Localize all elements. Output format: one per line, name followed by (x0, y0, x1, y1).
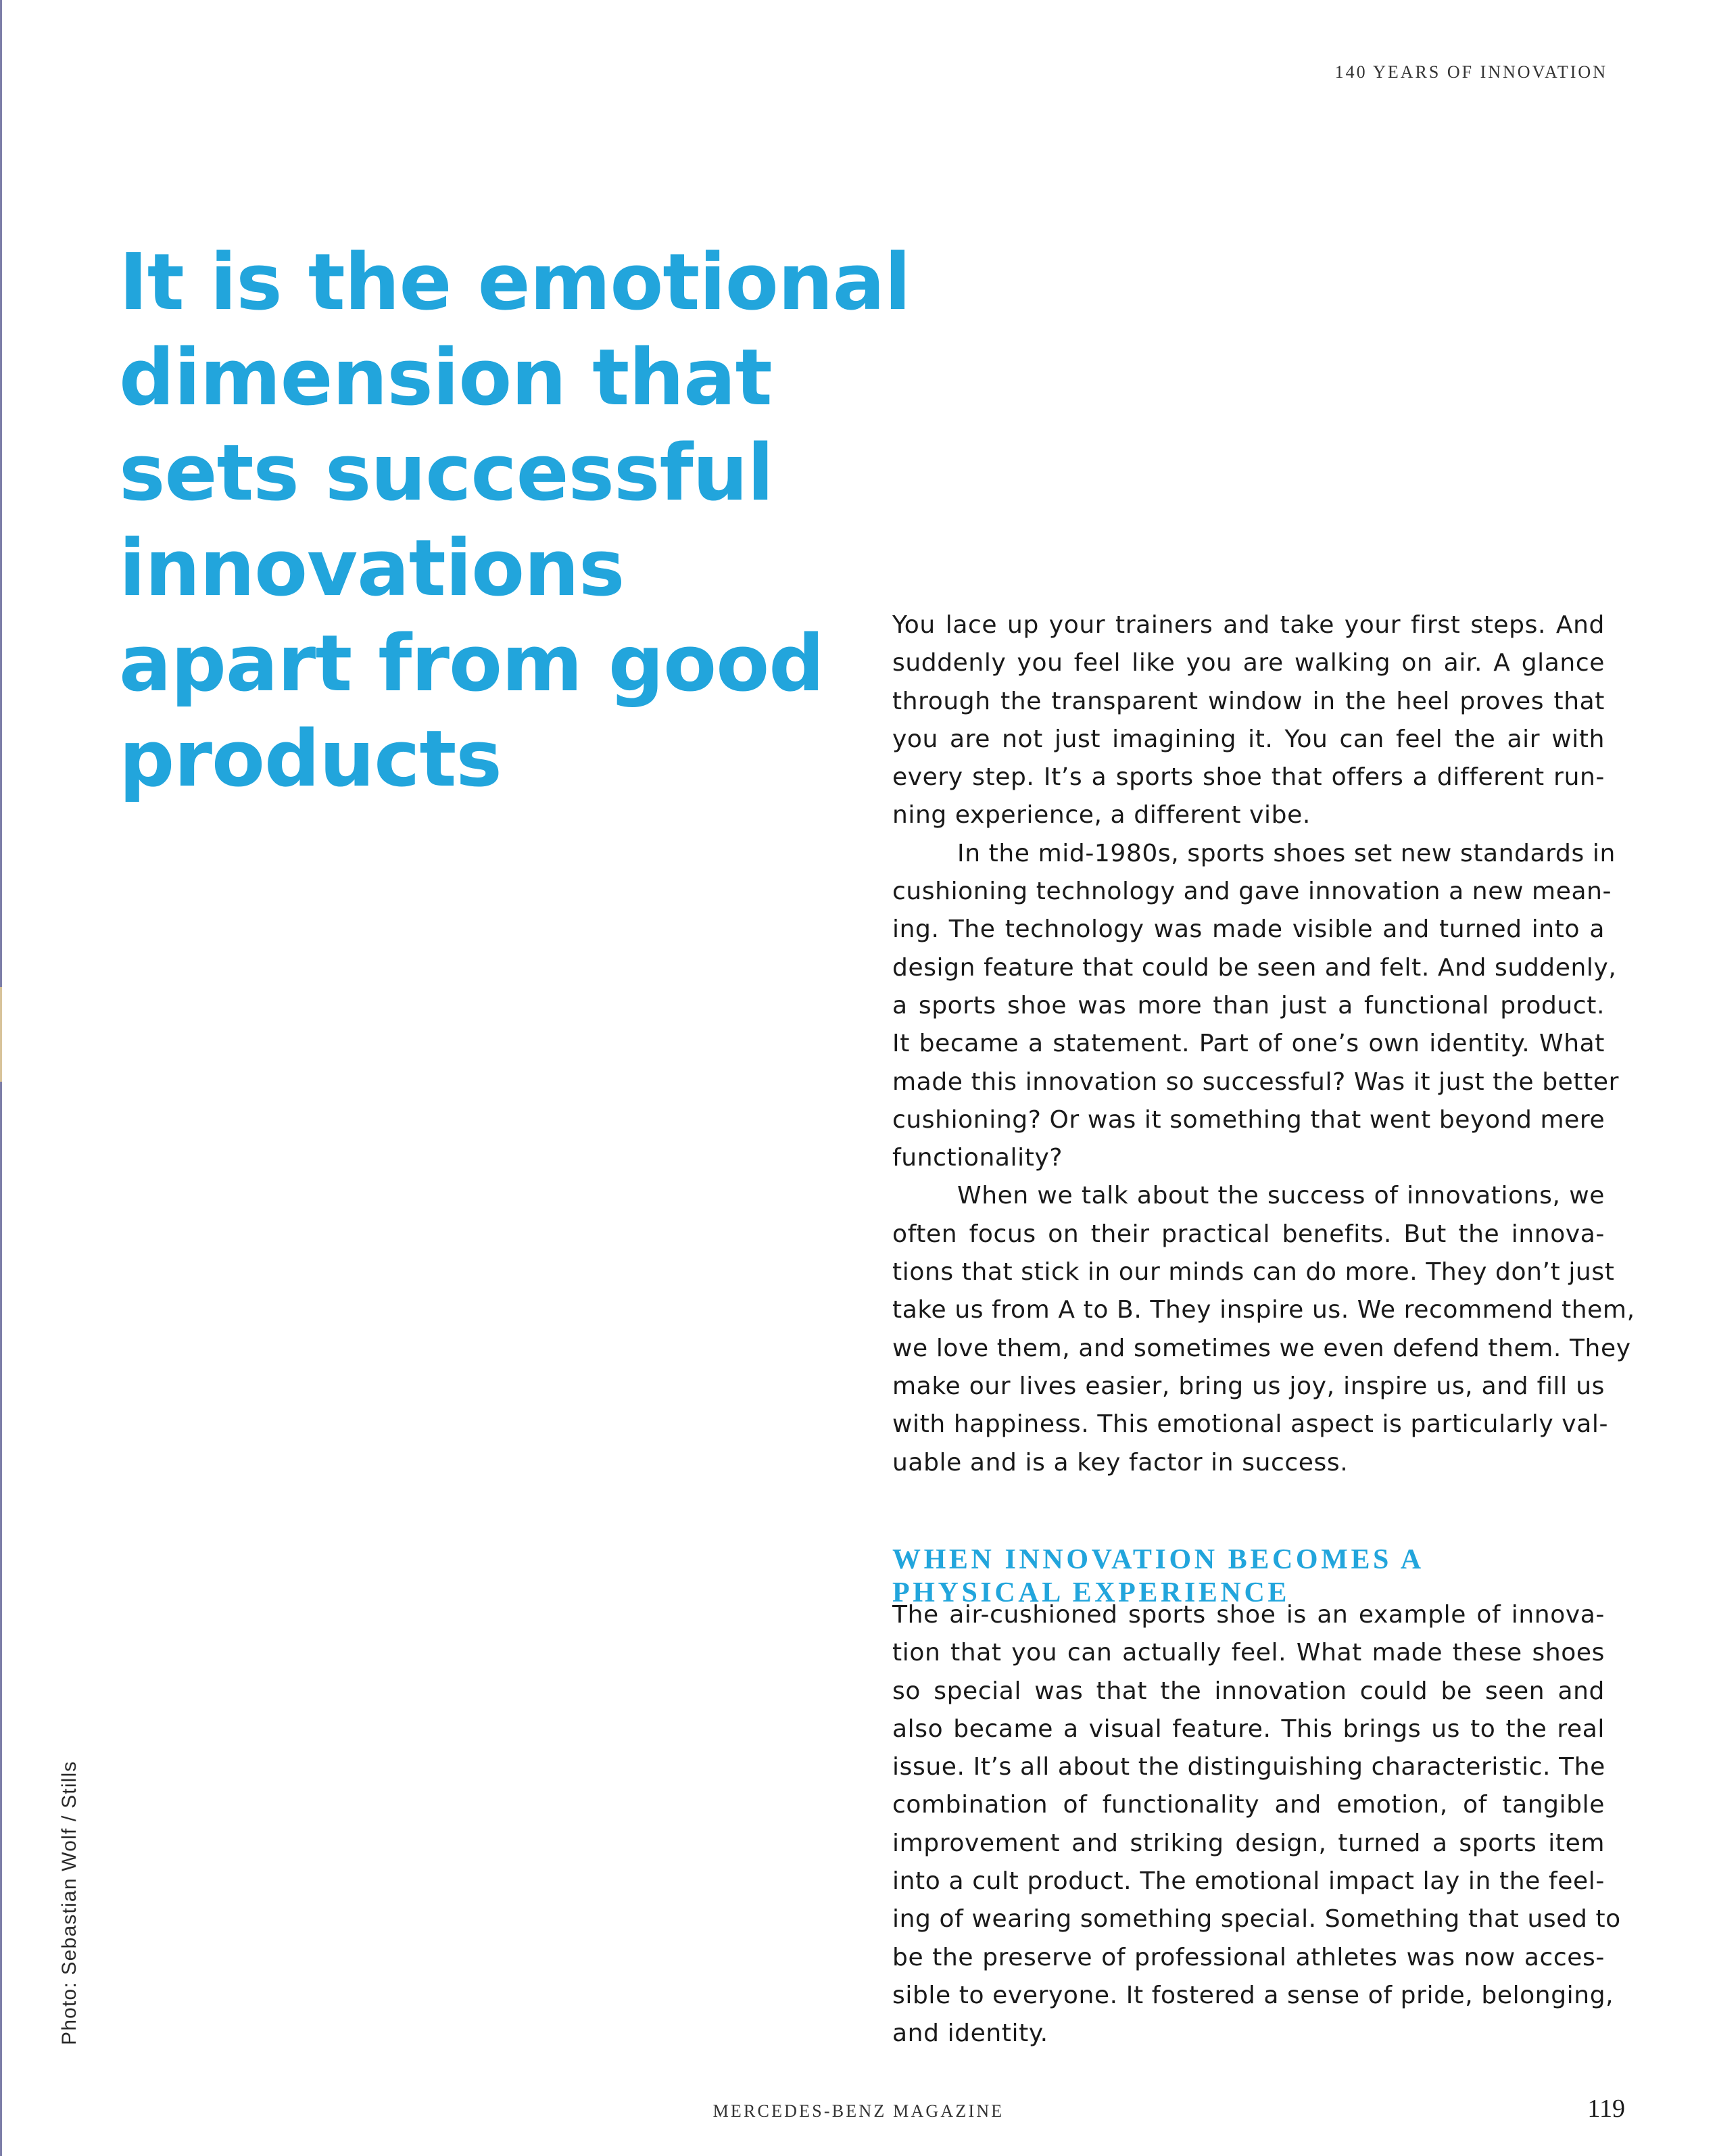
body-line: so special was that the innovation could be seen and (892, 1677, 1605, 1705)
body-line: ning experience, a different vibe. (892, 801, 1311, 830)
body-line: tions that stick in our minds can do more. They don’t just (892, 1258, 1615, 1287)
body-line: we love them, and sometimes we even defend them. They (892, 1334, 1631, 1362)
body-line: often focus on their practical benefits. But the innova- (892, 1220, 1605, 1248)
page-number: 119 (1587, 2094, 1625, 2123)
body-line: you are not just imagining it. You can feel the air with (892, 725, 1605, 753)
body-line: uable and is a key factor in success. (892, 1448, 1349, 1477)
page-edge-accent (0, 987, 2, 1082)
body-line: issue. It’s all about the distinguishing characteristic. The (892, 1753, 1605, 1781)
body-line: take us from A to B. They inspire us. We recommend them, (892, 1296, 1635, 1324)
body-line: be the preserve of professional athletes was now acces- (892, 1943, 1605, 1971)
body-line: every step. It’s a sports shoe that offers a different run- (892, 763, 1605, 792)
body-line: and identity. (892, 2019, 1048, 2048)
photo-credit: Photo: Sebastian Wolf / Stills (58, 1760, 80, 2045)
headline-line: products (119, 714, 502, 805)
headline-line: apart from good (119, 619, 824, 709)
body-line: with happiness. This emotional aspect is particularly val- (892, 1410, 1609, 1439)
body-line: When we talk about the success of innovations, we (957, 1182, 1605, 1210)
body-line: You lace up your trainers and take your first steps. And (892, 611, 1605, 639)
body-line: suddenly you feel like you are walking on air. A glance (892, 649, 1605, 677)
body-line: tion that you can actually feel. What made these shoes (892, 1639, 1605, 1667)
article-headline (119, 235, 911, 807)
body-text-section-1 (892, 606, 1635, 1482)
body-line: cushioning? Or was it something that went beyond mere (892, 1105, 1605, 1134)
headline-line: innovations (119, 523, 625, 614)
body-line: design feature that could be seen and felt. And suddenly, (892, 953, 1617, 982)
body-line: made this innovation so successful? Was it just the better (892, 1068, 1619, 1096)
body-line: functionality? (892, 1144, 1063, 1172)
body-line: cushioning technology and gave innovation a new mean- (892, 878, 1612, 906)
body-line: combination of functionality and emotion, of tangible (892, 1791, 1605, 1819)
headline-line: sets successful (119, 428, 773, 519)
body-line: ing of wearing something special. Something that used to (892, 1905, 1621, 1934)
subheading-line: PHYSICAL EXPERIENCE (892, 1577, 1290, 1608)
body-line: sible to everyone. It fostered a sense of pride, belonging, (892, 1981, 1614, 2009)
body-line: into a cult product. The emotional impact lay in the feel- (892, 1867, 1605, 1896)
body-text-section-2 (892, 1596, 1621, 2053)
running-head: 140 YEARS OF INNOVATION (1334, 62, 1607, 82)
body-line: The air-cushioned sports shoe is an example of innova- (892, 1601, 1605, 1629)
body-line: through the transparent window in the heel proves that (892, 687, 1605, 715)
body-line: make our lives easier, bring us joy, inspire us, and fill us (892, 1372, 1605, 1400)
headline-line: dimension that (119, 333, 772, 423)
headline-line: It is the emotional (119, 237, 911, 328)
body-line: ing. The technology was made visible and turned into a (892, 915, 1605, 944)
body-line: a sports shoe was more than just a functional product. (892, 991, 1605, 1020)
body-line: In the mid-1980s, sports shoes set new standards in (957, 839, 1616, 867)
footer-publication-name: MERCEDES-BENZ MAGAZINE (712, 2101, 1005, 2121)
body-line: improvement and striking design, turned a sports item (892, 1829, 1605, 1857)
body-line: It became a statement. Part of one’s own identity. What (892, 1030, 1605, 1058)
body-line: also became a visual feature. This brings us to the real (892, 1715, 1605, 1743)
subheading-line: WHEN INNOVATION BECOMES A (892, 1543, 1424, 1575)
